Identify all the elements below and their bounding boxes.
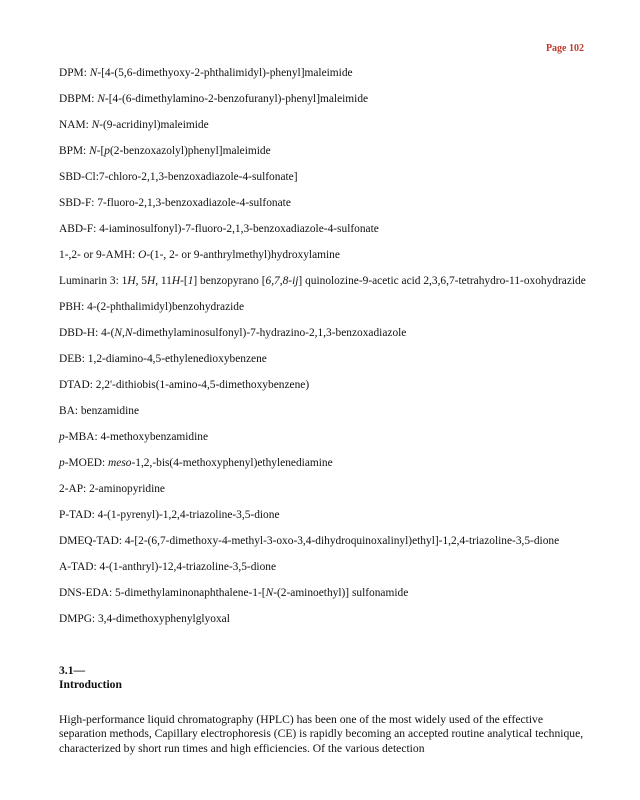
abbreviation-term: NAM: xyxy=(59,119,92,131)
abbreviation-definition-part: N xyxy=(265,587,274,599)
abbreviation-definition-part: N xyxy=(91,119,100,131)
abbreviation-list xyxy=(59,66,589,638)
abbreviation-definition-part: -[ xyxy=(180,275,188,287)
abbreviation-definition-part: -[4-(6-dimethylamino-2-benzofuranyl)-phenyl]maleimide xyxy=(104,93,369,105)
abbreviation-term: P-TAD: xyxy=(59,509,98,521)
abbreviation-definition-part: 4-[2-(6,7-dimethoxy-4-methyl-3-oxo-3,4-dihydroquinoxalinyl)ethyl]-1,2,4-triazoline-3,5-dione xyxy=(124,535,560,547)
abbreviation-definition-part: 4-iaminosulfonyl)-7-fluoro-2,1,3-benzoxadiazole-4-sulfonate xyxy=(99,223,379,235)
section-title: Introduction xyxy=(59,678,122,691)
abbreviation-definition-part: N,N xyxy=(114,327,133,339)
abbreviation-definition-part: 4-(1-pyrenyl)-1,2,4-triazoline-3,5-dione xyxy=(97,509,280,521)
abbreviation-term: DPM: xyxy=(59,67,90,79)
abbreviation-definition-part: -[4-(5,6-dimethyoxy-2-phthalimidyl)-phenyl]maleimide xyxy=(97,67,353,79)
abbreviation-term: SBD-Cl: xyxy=(59,171,99,183)
abbreviation-definition-part: 1 xyxy=(187,275,194,287)
abbreviation-entry xyxy=(59,144,589,158)
abbreviation-term: DMEQ-TAD: xyxy=(59,535,125,547)
abbreviation-entry xyxy=(59,508,589,522)
abbreviation-definition-part: 6,7,8-ij xyxy=(265,275,299,287)
abbreviation-definition-part: 4-(2-phthalimidyl)benzohydrazide xyxy=(87,301,245,313)
abbreviation-entry xyxy=(59,352,589,366)
abbreviation-definition-part: 7-chloro-2,1,3-benzoxadiazole-4-sulfonate] xyxy=(98,171,298,183)
abbreviation-entry xyxy=(59,586,589,600)
abbreviation-term: A-TAD: xyxy=(59,561,100,573)
abbreviation-term: DTAD: xyxy=(59,379,96,391)
abbreviation-definition-part: 1 xyxy=(121,275,128,287)
abbreviation-term-italic: p xyxy=(59,431,65,443)
abbreviation-entry xyxy=(59,482,589,496)
abbreviation-definition-part: N xyxy=(97,93,105,105)
abbreviation-term: Luminarin 3: xyxy=(59,275,122,287)
abbreviation-entry xyxy=(59,222,589,236)
abbreviation-term: ABD-F: xyxy=(59,223,100,235)
abbreviation-definition-part: benzamidine xyxy=(80,405,140,417)
intro-paragraph: High-performance liquid chromatography (HPLC) has been one of the most widely used of the effective separation methods, Capillary electrophoresis (CE) is rapidly becoming an accepted routine analytical technique, characterized by short run times and high efficiencies. Of the various detection xyxy=(59,713,584,755)
abbreviation-definition-part: N xyxy=(89,67,98,79)
abbreviation-entry xyxy=(59,274,589,288)
abbreviation-definition-part: -[ xyxy=(96,145,105,157)
abbreviation-definition-part: -(1-, 2- or 9-anthrylmethyl)hydroxylamine xyxy=(146,249,340,261)
section-number: 3.1— xyxy=(59,664,86,677)
abbreviation-term: PBH: xyxy=(59,301,88,313)
abbreviation-definition-part: , 5 xyxy=(135,275,147,287)
abbreviation-definition-part: H xyxy=(171,275,181,287)
abbreviation-term: DMPG: xyxy=(59,613,98,625)
abbreviation-term: BPM: xyxy=(59,145,90,157)
abbreviation-definition-part: 3,4-dimethoxyphenylglyoxal xyxy=(97,613,230,625)
abbreviation-definition-part: 2-aminopyridine xyxy=(89,483,165,495)
abbreviation-entry xyxy=(59,612,589,626)
abbreviation-term: -MBA: xyxy=(64,431,101,443)
abbreviation-term-italic: p xyxy=(59,457,65,469)
abbreviation-definition-part: N xyxy=(89,145,97,157)
abbreviation-definition-part: 2,2'-dithiobis(1-amino-4,5-dimethoxybenzene) xyxy=(95,379,310,391)
abbreviation-definition-part: H xyxy=(127,275,136,287)
abbreviation-definition-part: -dimethylaminosulfonyl)-7-hydrazino-2,1,3-benzoxadiazole xyxy=(132,327,407,339)
abbreviation-definition-part: 4-methoxybenzamidine xyxy=(100,431,209,443)
abbreviation-entry xyxy=(59,196,589,210)
abbreviation-definition-part: 4-( xyxy=(101,327,115,339)
abbreviation-definition-part: O xyxy=(138,249,147,261)
abbreviation-term: 1-,2- or 9-AMH: xyxy=(59,249,139,261)
abbreviation-term: DBPM: xyxy=(59,93,98,105)
abbreviation-entry xyxy=(59,170,589,184)
abbreviation-definition-part: (2-benzoxazolyl)phenyl]maleimide xyxy=(109,145,271,157)
abbreviation-term: -MOED: xyxy=(64,457,109,469)
abbreviation-entry xyxy=(59,456,589,470)
abbreviation-definition-part: 1,2-diamino-4,5-ethylenedioxybenzene xyxy=(87,353,267,365)
abbreviation-entry xyxy=(59,326,589,340)
abbreviation-entry xyxy=(59,300,589,314)
abbreviation-term: DNS-EDA: xyxy=(59,587,116,599)
abbreviation-definition-part: p xyxy=(104,145,110,157)
abbreviation-entry xyxy=(59,378,589,392)
abbreviation-entry xyxy=(59,248,589,262)
abbreviation-entry xyxy=(59,404,589,418)
abbreviation-definition-part: , 11 xyxy=(155,275,172,287)
abbreviation-entry xyxy=(59,92,589,106)
abbreviation-entry xyxy=(59,66,589,80)
abbreviation-term: 2-AP: xyxy=(59,483,90,495)
abbreviation-definition-part: -(2-aminoethyl)] sulfonamide xyxy=(273,587,409,599)
abbreviation-entry xyxy=(59,430,589,444)
abbreviation-entry xyxy=(59,118,589,132)
abbreviation-entry xyxy=(59,534,589,548)
section-heading xyxy=(59,664,122,692)
abbreviation-definition-part: -1,2,-bis(4-methoxyphenyl)ethylenediamine xyxy=(131,457,333,469)
page-number: Page 102 xyxy=(545,43,584,54)
abbreviation-term: BA: xyxy=(59,405,81,417)
abbreviation-term: DBD-H: xyxy=(59,327,102,339)
abbreviation-definition-part: ] quinolozine-9-acetic acid 2,3,6,7-tetrahydro-11-oxohydrazide xyxy=(298,275,586,287)
abbreviation-definition-part: -(9-acridinyl)maleimide xyxy=(99,119,209,131)
abbreviation-term: SBD-F: xyxy=(59,197,98,209)
abbreviation-term: DEB: xyxy=(59,353,88,365)
abbreviation-definition-part: 4-(1-anthryl)-12,4-triazoline-3,5-dione xyxy=(99,561,277,573)
abbreviation-definition-part: 7-fluoro-2,1,3-benzoxadiazole-4-sulfonate xyxy=(97,197,291,209)
abbreviation-definition-part: ] benzopyrano [ xyxy=(193,275,266,287)
abbreviation-definition-part: meso xyxy=(108,457,132,469)
abbreviation-entry xyxy=(59,560,589,574)
abbreviation-definition-part: 5-dimethylaminonaphthalene-1-[ xyxy=(115,587,266,599)
abbreviation-definition-part: H xyxy=(146,275,156,287)
